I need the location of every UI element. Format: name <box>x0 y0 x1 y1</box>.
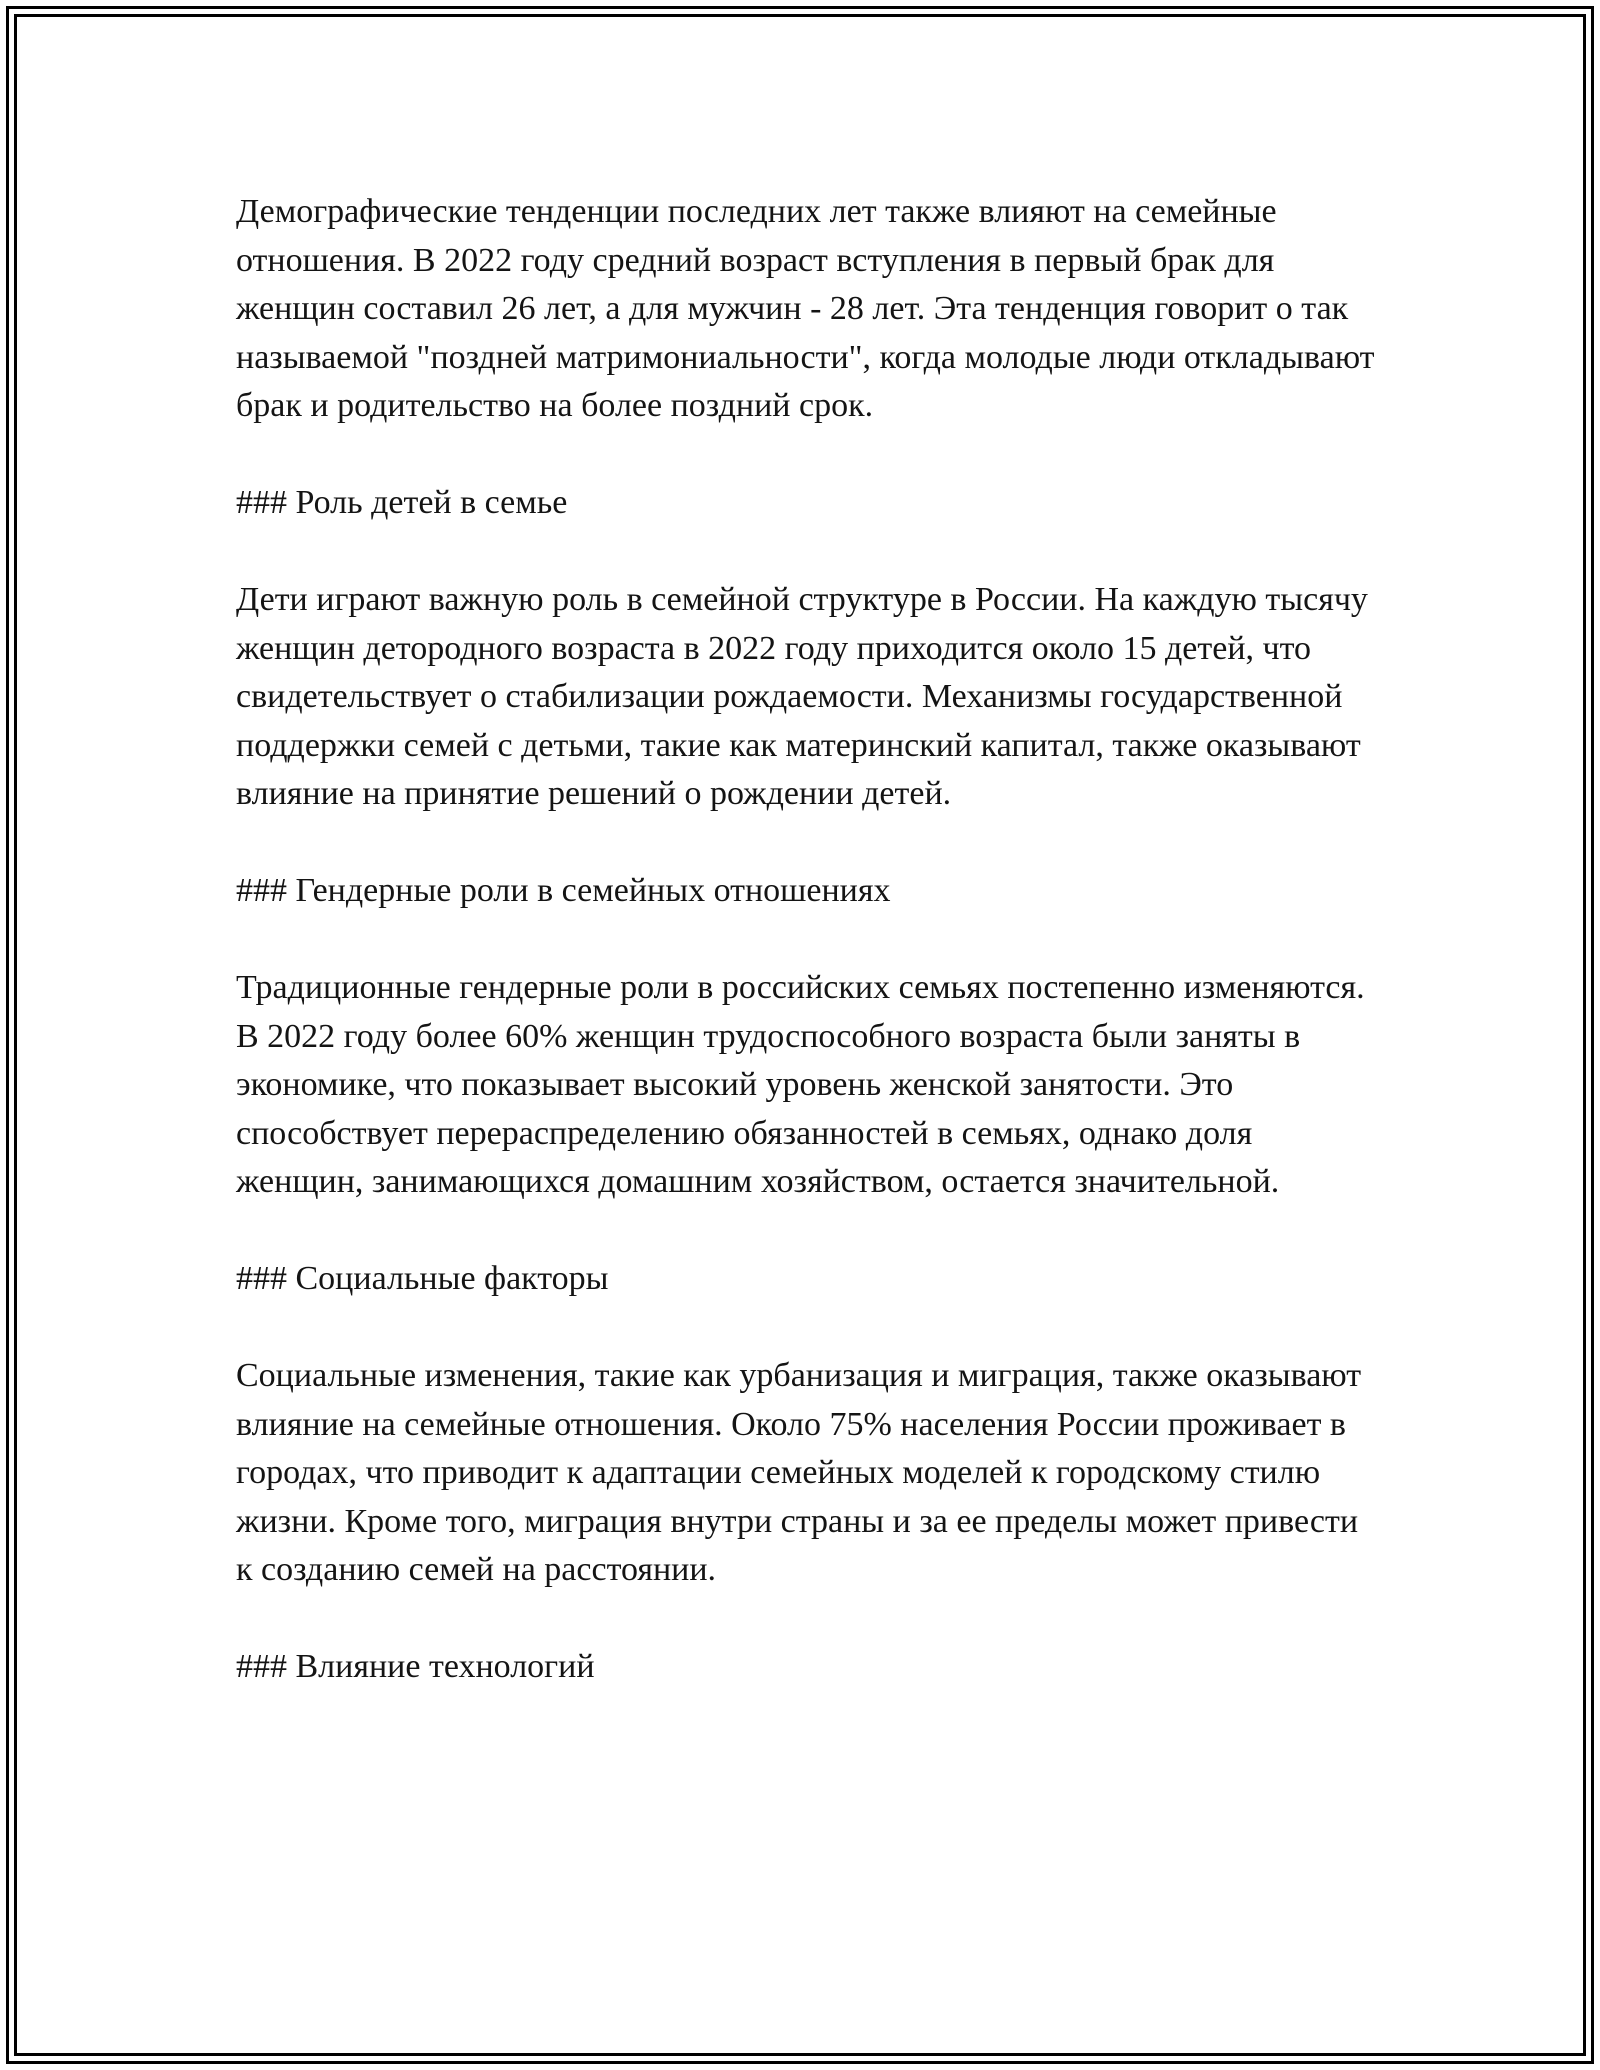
paragraph-social-factors: Социальные изменения, такие как урбанизация и миграция, также оказывают влияние на семейные отношения. Около 75% населения России проживает в городах, что приводит к адаптации семейных моделей к городскому стилю жизни. Кроме того, миграция внутри страны и за ее пределы может привести к созданию семей на расстоянии. <box>236 1357 1362 1588</box>
heading-social-factors: ### Социальные факторы <box>236 1260 609 1297</box>
heading-technology-influence: ### Влияние технологий <box>236 1648 595 1685</box>
paragraph-children-role: Дети играют важную роль в семейной структуре в России. На каждую тысячу женщин детородного возраста в 2022 году приходится около 15 детей, что свидетельствует о стабилизации рождаемости. Механизмы государственной поддержки семей с детьми, такие как материнский капитал, также оказывают влияние на принятие решений о рождении детей. <box>236 581 1368 812</box>
heading-gender-roles: ### Гендерные роли в семейных отношениях <box>236 872 891 909</box>
paragraph-gender-roles: Традиционные гендерные роли в российских семьях постепенно изменяются. В 2022 году более 60% женщин трудоспособного возраста были заняты в экономике, что показывает высокий уровень женской занятости. Это способствует перераспределению обязанностей в семьях, однако доля женщин, занимающихся домашним хозяйством, остается значительной. <box>236 969 1365 1200</box>
document-body <box>236 188 1376 1740</box>
paragraph-demographic-trends: Демографические тенденции последних лет также влияют на семейные отношения. В 2022 году средний возраст вступления в первый брак для женщин составил 26 лет, а для мужчин - 28 лет. Эта тенденция говорит о так называемой "поздней матримониальности", когда молодые люди откладывают брак и родительство на более поздний срок. <box>236 193 1375 424</box>
heading-children-role: ### Роль детей в семье <box>236 484 568 521</box>
